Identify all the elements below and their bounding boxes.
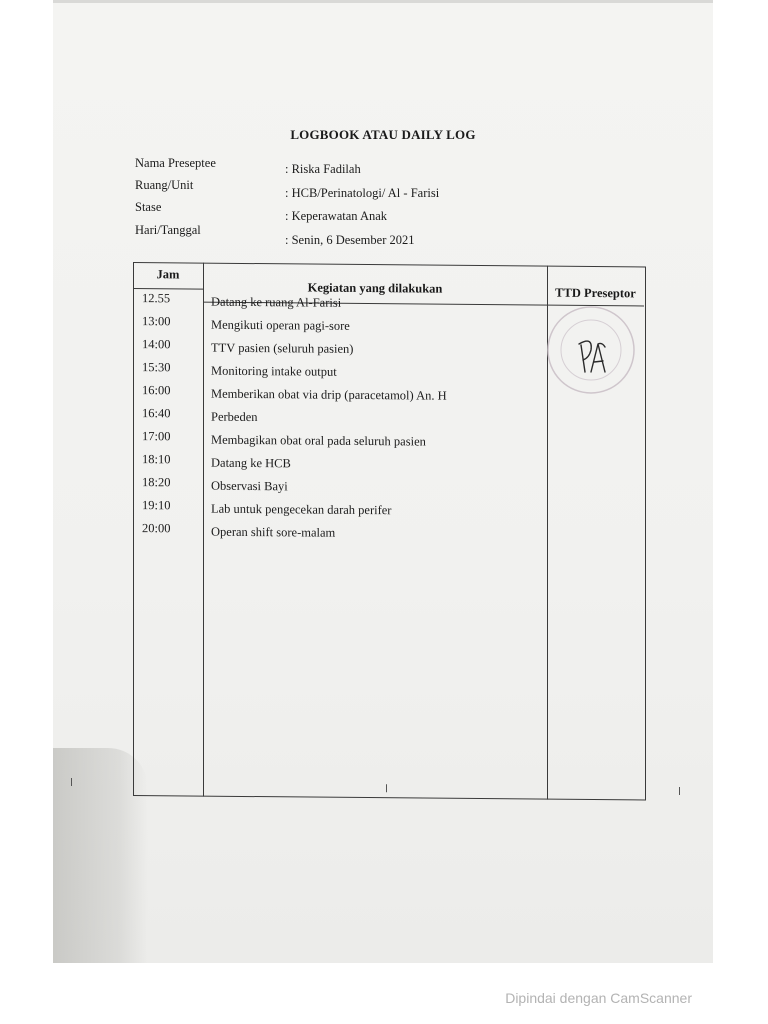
document-title: LOGBOOK ATAU DAILY LOG <box>290 127 476 142</box>
header-signature: TTD Preseptor <box>555 285 636 301</box>
log-row-activity: Observasi Bayi <box>211 478 288 494</box>
page-top-edge <box>53 0 713 3</box>
log-row-time: 12.55 <box>142 291 171 306</box>
log-row-time: 18:10 <box>142 452 171 467</box>
log-row-time: 17:00 <box>142 429 171 444</box>
field-label-hari-tanggal: Hari/Tanggal <box>135 223 201 237</box>
field-value-stase: : Keperawatan Anak <box>285 209 388 223</box>
log-row-time: 19:10 <box>142 498 171 513</box>
paper-tick-mark <box>386 784 387 792</box>
right-margin-tick <box>679 787 680 795</box>
log-row-time: 18:20 <box>142 475 171 490</box>
preceptor-stamp-signature <box>541 300 641 400</box>
log-row-activity: Memberikan obat via drip (paracetamol) An. H <box>211 386 447 403</box>
log-row-activity: Operan shift sore-malam <box>211 524 336 540</box>
column-divider-time <box>203 263 204 797</box>
field-value-nama-preseptee: : Riska Fadilah <box>285 162 361 176</box>
logbook-page <box>53 0 713 963</box>
log-row-time: 16:40 <box>142 406 171 421</box>
log-row-activity: Membagikan obat oral pada seluruh pasien <box>211 432 426 449</box>
log-row-activity: TTV pasien (seluruh pasien) <box>211 340 354 356</box>
field-value-hari-tanggal: : Senin, 6 Desember 2021 <box>285 233 415 247</box>
handwritten-signature <box>579 341 605 372</box>
field-label-stase: Stase <box>135 200 162 214</box>
log-row-time: 14:00 <box>142 337 171 352</box>
field-value-ruang-unit: : HCB/Perinatologi/ Al - Farisi <box>285 186 440 200</box>
header-activity: Kegiatan yang dilakukan <box>307 280 443 296</box>
log-row-time: 15:30 <box>142 360 171 375</box>
header-time: Jam <box>156 267 180 282</box>
log-row-activity: Mengikuti operan pagi-sore <box>211 317 350 333</box>
field-label-nama-preseptee: Nama Preseptee <box>135 156 216 170</box>
log-row-time: 13:00 <box>142 314 171 329</box>
camscanner-watermark: Dipindai dengan CamScanner <box>505 990 692 1006</box>
field-label-ruang-unit: Ruang/Unit <box>135 178 194 192</box>
log-row-activity: Datang ke HCB <box>211 455 291 471</box>
log-row-time: 20:00 <box>142 521 171 536</box>
log-row-activity: Perbeden <box>211 409 258 425</box>
log-row-time: 16:00 <box>142 383 171 398</box>
log-row-activity: Monitoring intake output <box>211 363 337 379</box>
log-row-activity: Datang ke ruang Al-Farisi <box>211 294 342 310</box>
log-row-activity: Lab untuk pengecekan darah perifer <box>211 501 392 518</box>
left-margin-tick <box>71 778 72 786</box>
